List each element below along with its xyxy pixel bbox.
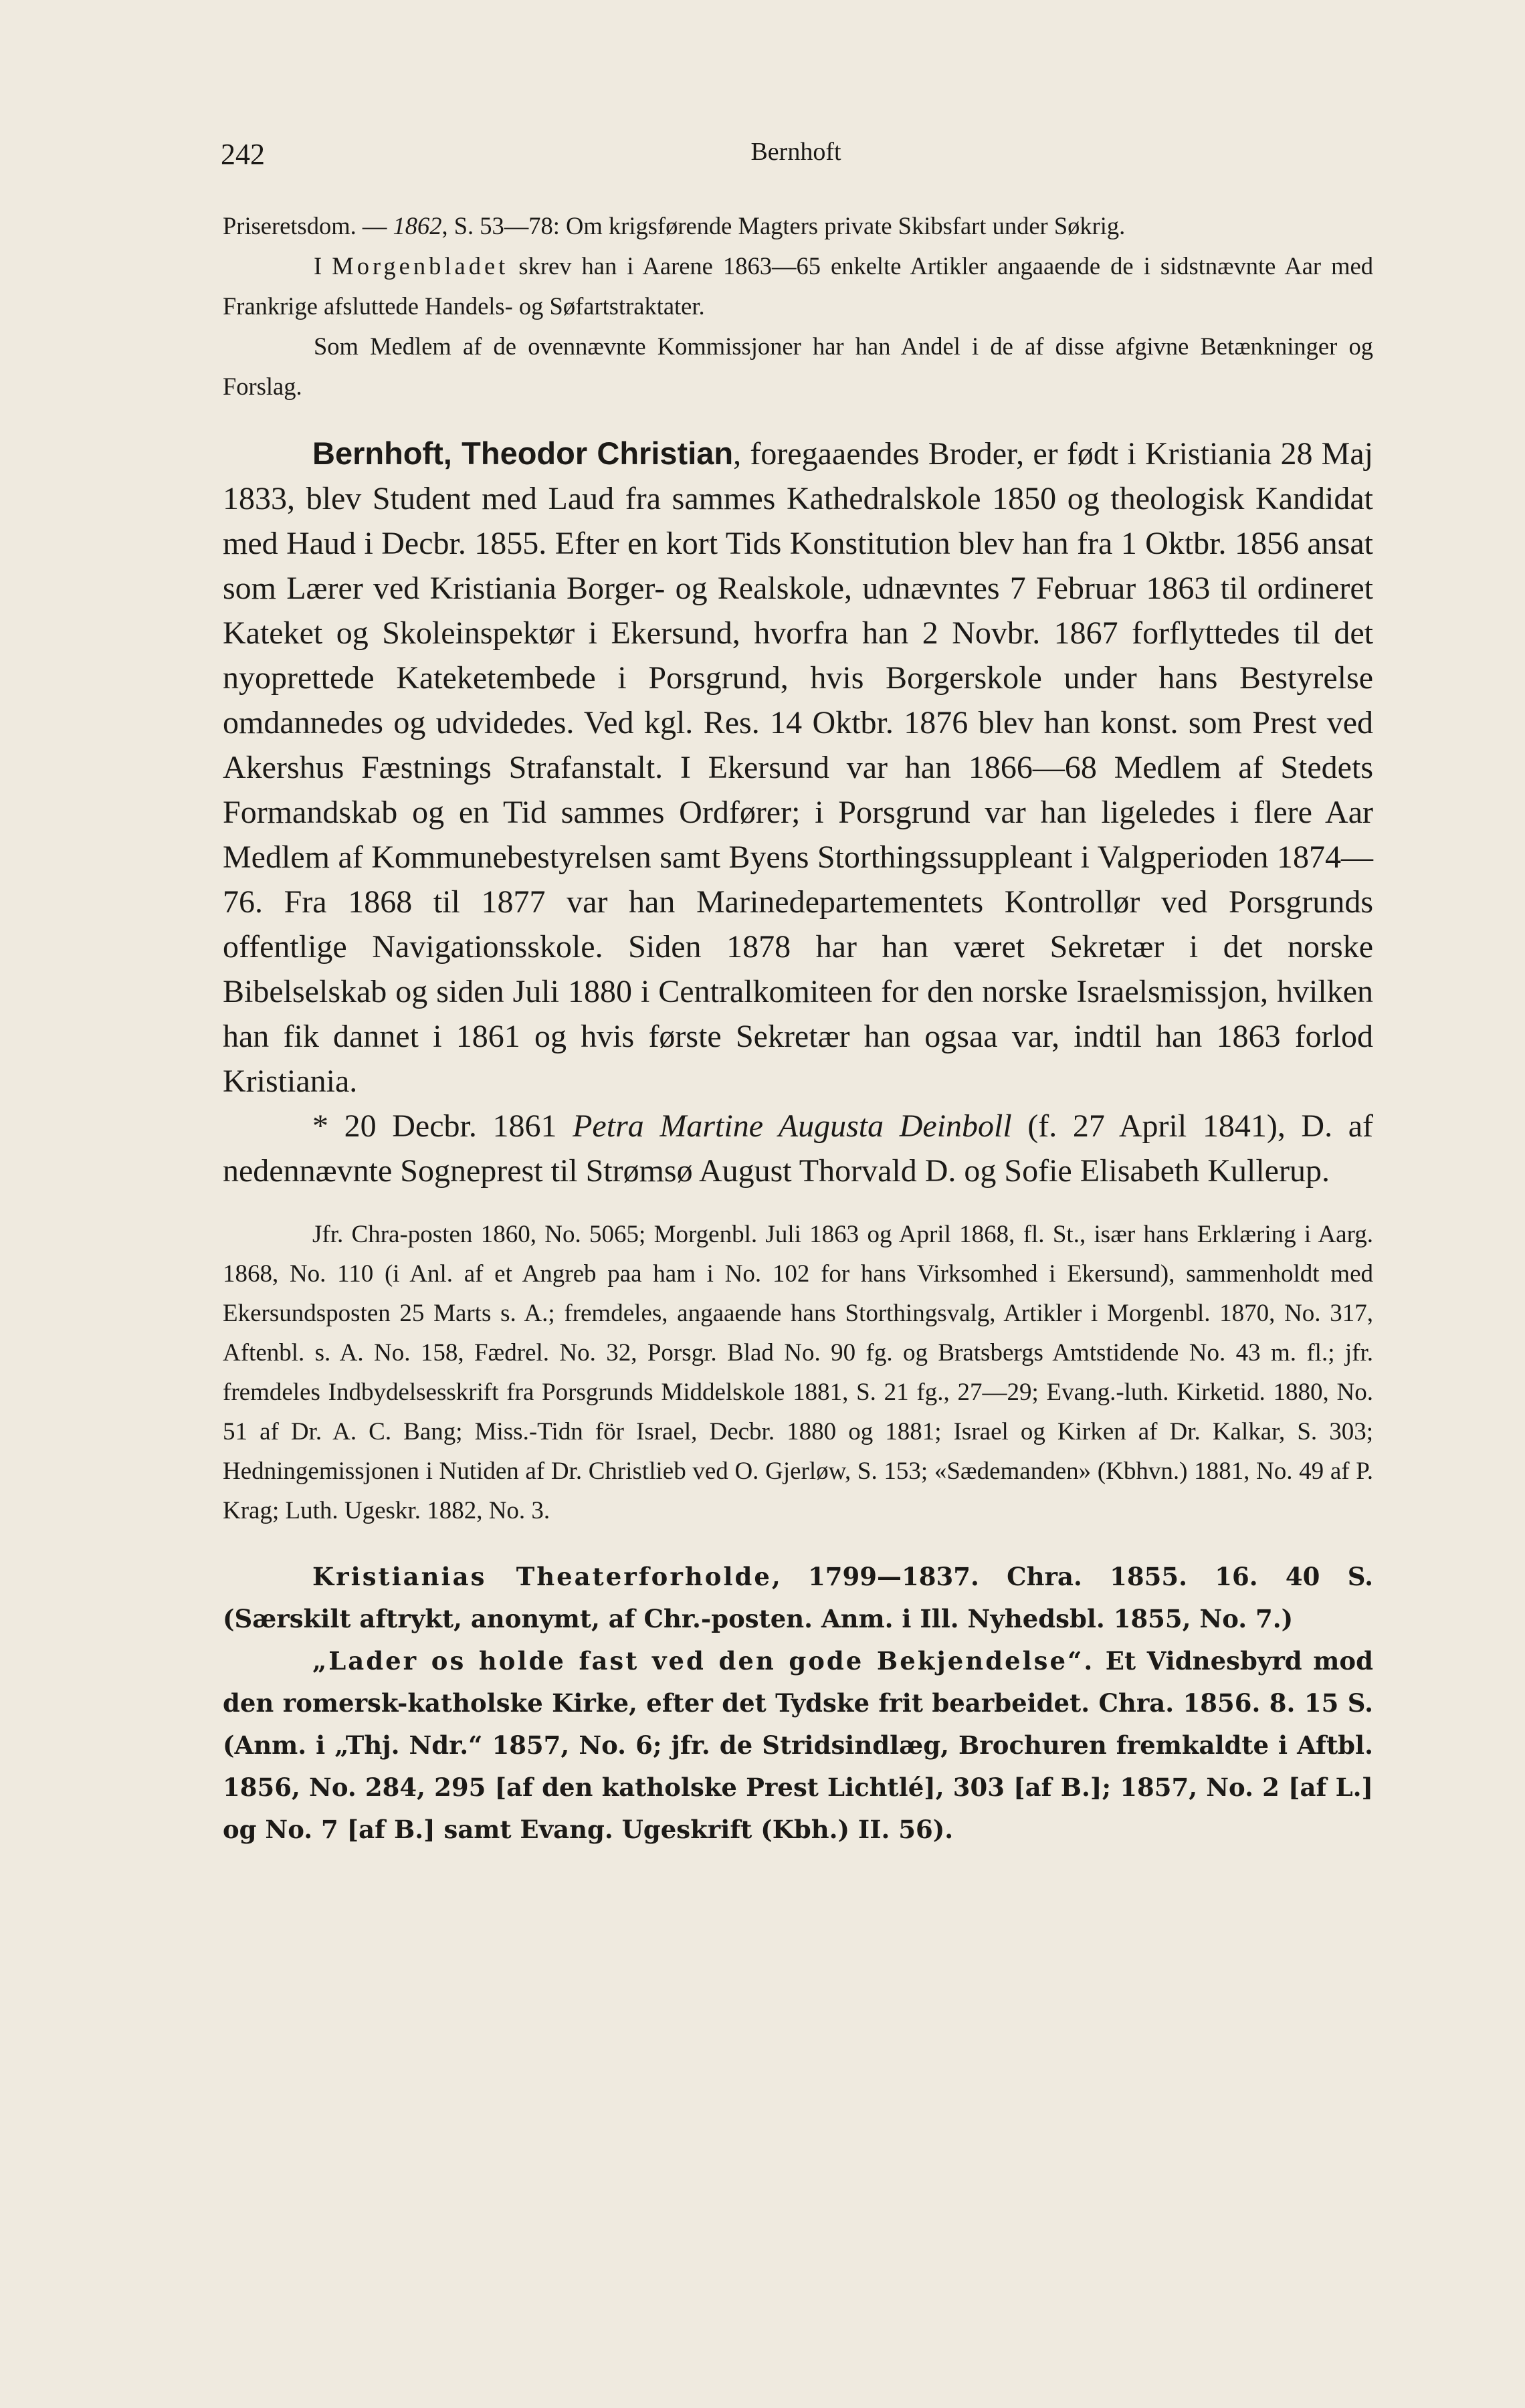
newspaper-name: Morgenbladet xyxy=(332,252,509,280)
references-paragraph: Jfr. Chra-posten 1860, No. 5065; Morgenbl. Juli 1863 og April 1868, fl. St., især hans Erklæring i Aarg. 1868, No. 110 (i Anl. af et Angreb paa ham i No. 102 for hans Virksomhed i Ekersund), sammenholdt med Ekersundsposten 25 Marts s. A.; fremdeles, angaaende hans Storthingsvalg, Artikler i Morgenbl. 1870, No. 317, Aftenbl. s. A. No. 158, Fædrel. No. 32, Porsgr. Blad No. 90 fg. og Bratsbergs Amtstidende No. 43 m. fl.; jfr. fremdeles Indbydelsesskrift fra Porsgrunds Middelskole 1881, S. 21 fg., 27—29; Evang.-luth. Kirketid. 1880, No. 51 af Dr. A. C. Bang; Miss.-Tidn för Israel, Decbr. 1880 og 1881; Israel og Kirken af Dr. Kalkar, S. 303; Hedningemissjonen i Nutiden af Dr. Christlieb ved O. Gjerløw, S. 153; «Sædemanden» (Kbhvn.) 1881, No. 49 af P. Krag; Luth. Ugeskr. 1882, No. 3. xyxy=(223,1221,1373,1524)
work-title: Kristianias Theaterforholde xyxy=(312,1562,772,1591)
page-number: 242 xyxy=(221,138,265,171)
marriage-text: (f. 27 April 1841), D. af nedennævnte Sogneprest til Strømsø August Thorvald D. og Sofie Elisabeth Kullerup. xyxy=(223,1108,1374,1189)
work-entry-1 xyxy=(223,1556,1373,1640)
marriage-paragraph xyxy=(223,1104,1373,1193)
intro-paragraph-1 xyxy=(223,206,1373,246)
work-entry-2 xyxy=(223,1640,1373,1851)
marriage-text: * 20 Decbr. 1861 xyxy=(312,1108,573,1144)
intro-text: , S. 53—78: Om krigsførende Magters private Skibsfart under Søkrig. xyxy=(441,212,1126,239)
entry-biography: , foregaaendes Broder, er født i Kristiania 28 Maj 1833, blev Student med Laud fra sammes Kathedralskole 1850 og theologisk Kandidat med Haud i Decbr. 1855. Efter en kort Tids Konstitution blev han fra 1 Oktbr. 1856 ansat som Lærer ved Kristiania Borger- og Realskole, udnævntes 7 Februar 1863 til ordineret Kateket og Skoleinspektør i Ekersund, hvorfra han 2 Novbr. 1867 forflyttedes til det nyoprettede Kateketembede i Porsgrund, hvis Borgerskole under hans Bestyrelse omdannedes og udvidedes. Ved kgl. Res. 14 Oktbr. 1876 blev han konst. som Prest ved Akershus Fæstnings Strafanstalt. I Ekersund var han 1866—68 Medlem af Stedets Formandskab og en Tid sammes Ordfører; i Porsgrund var han ligeledes i flere Aar Medlem af Kommunebestyrelsen samt Byens Storthingssuppleant i Valgperioden 1874—76. Fra 1868 til 1877 var han Marinedepartementets Kontrollør ved Porsgrunds offentlige Navigationsskole. Siden 1878 har han været Sekretær i det norske Bibelselskab og siden Juli 1880 i Centralkomiteen for den norske Israelsmissjon, hvilken han fik dannet i 1861 og hvis første Sekretær han ogsaa var, indtil han 1863 forlod Kristiania. xyxy=(223,436,1373,1099)
work-details: Et Vidnesbyrd mod den romersk-katholske Kirke, efter det Tydske frit bearbeidet. Chra. 1856. 8. 15 S. (Anm. i „Thj. Ndr.“ 1857, No. 6; jfr. de Stridsindlæg, Brochuren fremkaldte i Aftbl. 1856, No. 284, 295 [af den katholske Prest Lichtlé], 303 [af B.]; 1857, No. 2 [af L.] og No. 7 [af B.] samt Evang. Ugeskrift (Kbh.) II. 56). xyxy=(223,1646,1373,1844)
entry-paragraph xyxy=(223,431,1373,1104)
intro-text: I xyxy=(314,252,332,280)
page-content xyxy=(223,206,1373,1851)
intro-paragraph-2 xyxy=(223,246,1373,326)
intro-text: skrev han i Aarene 1863—65 enkelte Artikler angaaende de i sidstnævnte Aar med Frankrige afsluttede Handels- og Søfartstraktater. xyxy=(223,252,1373,320)
work-title: „Lader os holde fast ved den gode Bekjendelse“. xyxy=(312,1646,1095,1676)
page-header xyxy=(221,137,1371,177)
running-head: Bernhoft xyxy=(750,138,841,166)
entry-name: Bernhoft, Theodor Christian xyxy=(312,435,734,471)
intro-text: Priseretsdom. — xyxy=(223,212,393,239)
spouse-name: Petra Martine Augusta Deinboll xyxy=(573,1108,1012,1144)
work-details: , 1799—1837. Chra. 1855. 16. 40 S. (Særskilt aftrykt, anonymt, af Chr.-posten. Anm. i Ill. Nyhedsbl. 1855, No. 7.) xyxy=(223,1562,1373,1633)
intro-paragraph-3: Som Medlem af de ovennævnte Kommissjoner har han Andel i de af disse afgivne Betænkninger og Forslag. xyxy=(223,332,1373,400)
intro-year: 1862 xyxy=(393,212,442,239)
